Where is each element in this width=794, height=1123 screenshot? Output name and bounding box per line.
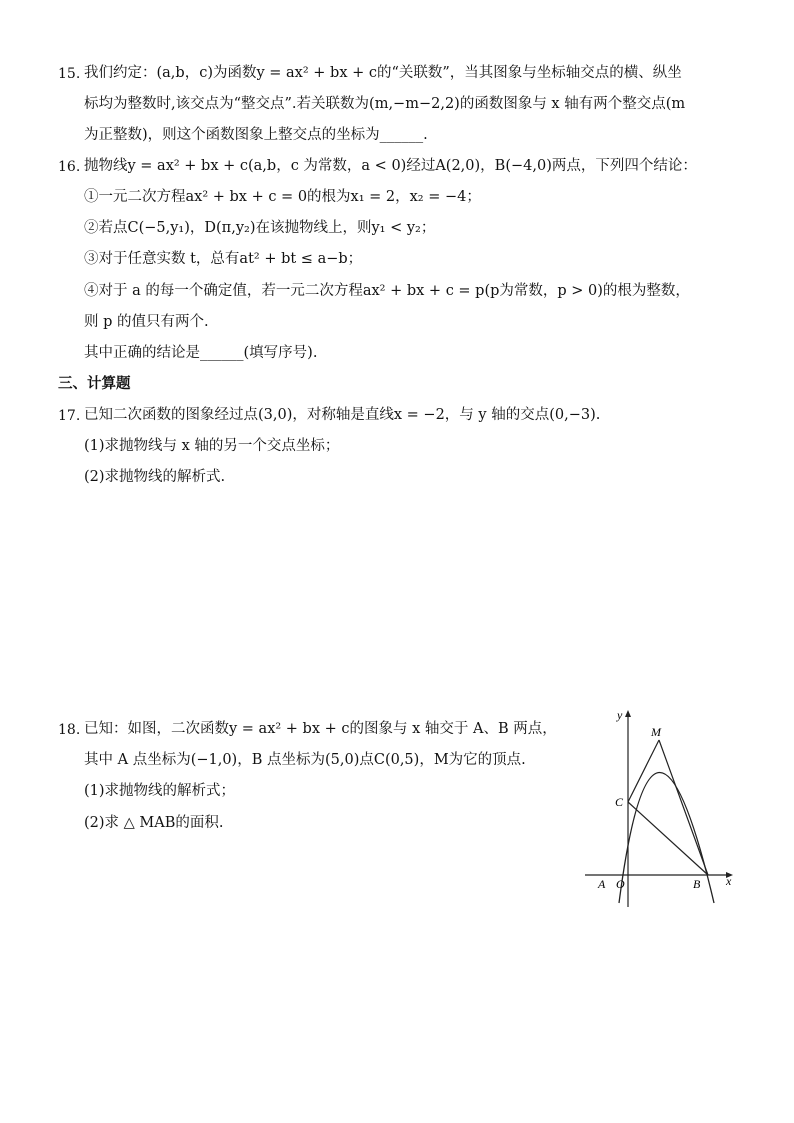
- problem-18-line-2: 其中 A 点坐标为(−1,0)，B 点坐标为(5,0)点C(0,5)，M为它的顶点.: [84, 752, 526, 768]
- problem-15-line-2: 标均为整数时,该交点为“整交点”.若关联数为(m,−m−2,2)的函数图象与 x 轴有两个整交点(m: [84, 96, 686, 112]
- segment-CB: [628, 802, 708, 875]
- label-M: M: [651, 725, 661, 739]
- problem-16-line-6: 则 p 的值只有两个.: [84, 314, 209, 330]
- label-y: y: [617, 708, 623, 722]
- label-x: x: [726, 874, 732, 888]
- problem-16-line-7: 其中正确的结论是______(填写序号).: [84, 345, 318, 361]
- problem-16-line-5: ④对于 a 的每一个确定值，若一元二次方程ax² + bx + c = p(p为常数，p > 0)的根为整数，: [84, 283, 690, 299]
- label-C: C: [615, 795, 624, 809]
- problem-17-number: 17.: [58, 408, 81, 424]
- problem-18-line-1: 已知：如图，二次函数y = ax² + bx + c的图象与 x 轴交于 A、B 两点，: [84, 721, 557, 737]
- y-axis-arrow: [625, 710, 631, 717]
- problem-18-number: 18.: [58, 722, 81, 738]
- problem-15-number: 15.: [58, 66, 81, 82]
- problem-17-line-1: 已知二次函数的图象经过点(3,0)，对称轴是直线x = −2，与 y 轴的交点(0,−3).: [84, 407, 601, 423]
- problem-15-line-3: 为正整数)，则这个函数图象上整交点的坐标为______.: [84, 127, 428, 143]
- problem-15-line-1: 我们约定：(a,b，c)为函数y = ax² + bx + c的“关联数”，当其图象与坐标轴交点的横、纵坐: [84, 65, 682, 81]
- label-A: A: [598, 877, 606, 891]
- problem-16-line-4: ③对于任意实数 t，总有at² + bt ≤ a−b；: [84, 251, 363, 267]
- problem-16-line-2: ①一元二次方程ax² + bx + c = 0的根为x₁ = 2，x₂ = −4；: [84, 189, 481, 205]
- problem-16-line-1: 抛物线y = ax² + bx + c(a,b，c 为常数，a < 0)经过A(2,0)，B(−4,0)两点，下列四个结论：: [84, 158, 697, 174]
- segment-MB: [659, 740, 708, 875]
- label-O: O: [616, 877, 625, 891]
- parabola-figure: [583, 707, 768, 912]
- label-B: B: [693, 877, 701, 891]
- problem-17-line-3: (2)求抛物线的解析式.: [84, 469, 226, 485]
- section-heading: 三、计算题: [58, 375, 131, 392]
- problem-18-line-3: (1)求抛物线的解析式；: [84, 783, 236, 799]
- problem-17-line-2: (1)求抛物线与 x 轴的另一个交点坐标；: [84, 438, 340, 454]
- problem-16-number: 16.: [58, 159, 81, 175]
- problem-16-line-3: ②若点C(−5,y₁)，D(π,y₂)在该抛物线上，则y₁ < y₂；: [84, 220, 436, 236]
- problem-18-line-4: (2)求 △ MAB的面积.: [84, 815, 224, 831]
- segment-CM: [628, 740, 659, 802]
